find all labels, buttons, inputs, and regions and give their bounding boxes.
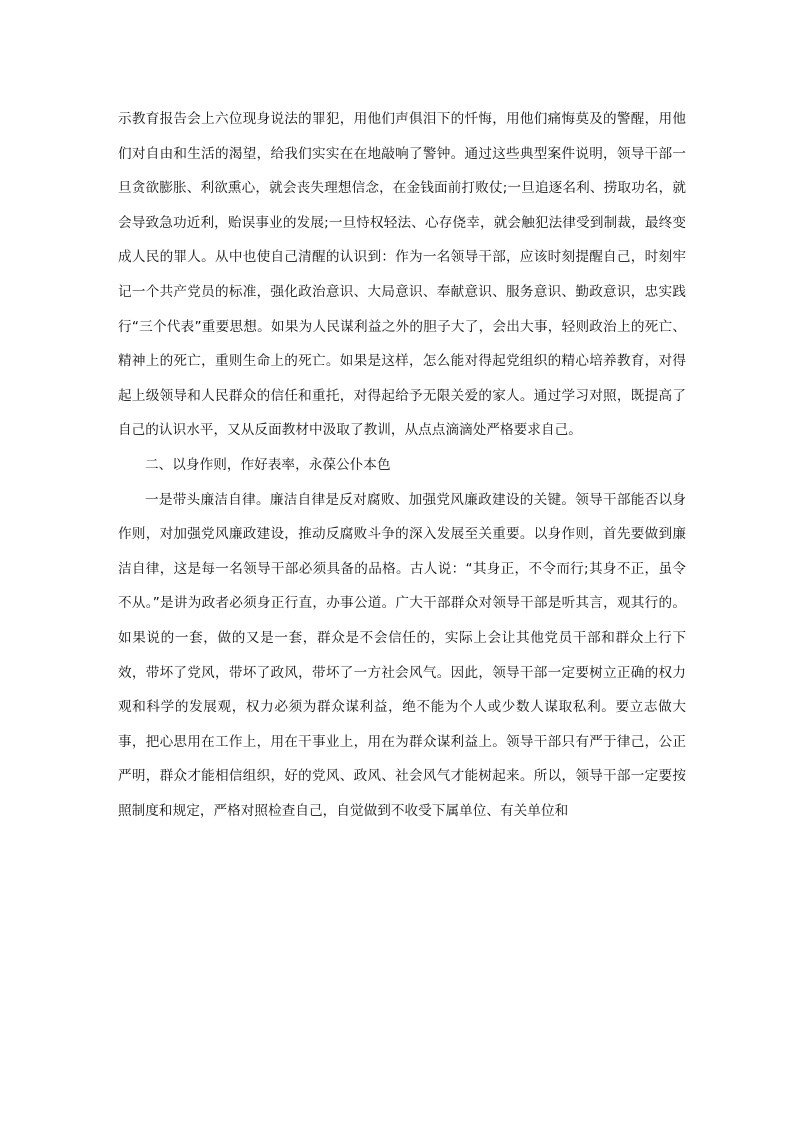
document-body	[118, 102, 686, 828]
body-paragraph-1: 示教育报告会上六位现身说法的罪犯，用他们声俱泪下的忏悔，用他们痛悔莫及的警醒，用他们对自由和生活的渴望，给我们实实在在地敲响了警钟。通过这些典型案件说明，领导干部一旦贪欲膨胀、利欲熏心，就会丧失理想信念，在金钱面前打败仗;一旦追逐名利、捞取功名，就会导致急功近利，贻误事业的发展;一旦恃权轻法、心存侥幸，就会触犯法律受到制裁，最终变成人民的罪人。从中也使自己清醒的认识到：作为一名领导干部，应该时刻提醒自己，时刻牢记一个共产党员的标准，强化政治意识、大局意识、奉献意识、服务意识、勤政意识，忠实践行“三个代表”重要思想。如果为人民谋利益之外的胆子大了，会出大事，轻则政治上的死亡、精神上的死亡，重则生命上的死亡。如果是这样，怎么能对得起党组织的精心培养教育，对得起上级领导和人民群众的信任和重托，对得起给予无限关爱的家人。通过学习对照，既提高了自己的认识水平，又从反面教材中汲取了教训，从点点滴滴处严格要求自己。	[118, 111, 686, 439]
section-heading-2: 二、以身作则，作好表率，永葆公仆本色	[145, 456, 391, 473]
body-paragraph-2: 一是带头廉洁自律。廉洁自律是反对腐败、加强党风廉政建设的关键。领导干部能否以身作则，对加强党风廉政建设，推动反腐败斗争的深入发展至关重要。以身作则，首先要做到廉洁自律，这是每一名领导干部必须具备的品格。古人说：“其身正，不令而行;其身不正，虽令不从。”是讲为政者必须身正行直，办事公道。广大干部群众对领导干部是听其言，观其行的。如果说的一套，做的又是一套，群众是不会信任的，实际上会让其他党员干部和群众上行下效，带坏了党风，带坏了政风，带坏了一方社会风气。因此，领导干部一定要树立正确的权力观和科学的发展观，权力必须为群众谋利益，绝不能为个人或少数人谋取私利。要立志做大事，把心思用在工作上，用在干事业上，用在为群众谋利益上。领导干部只有严于律己，公正严明，群众才能相信组织，好的党风、政风、社会风气才能树起来。所以，领导干部一定要按照制度和规定，严格对照检查自己，自觉做到不收受下属单位、有关单位和	[118, 491, 686, 819]
